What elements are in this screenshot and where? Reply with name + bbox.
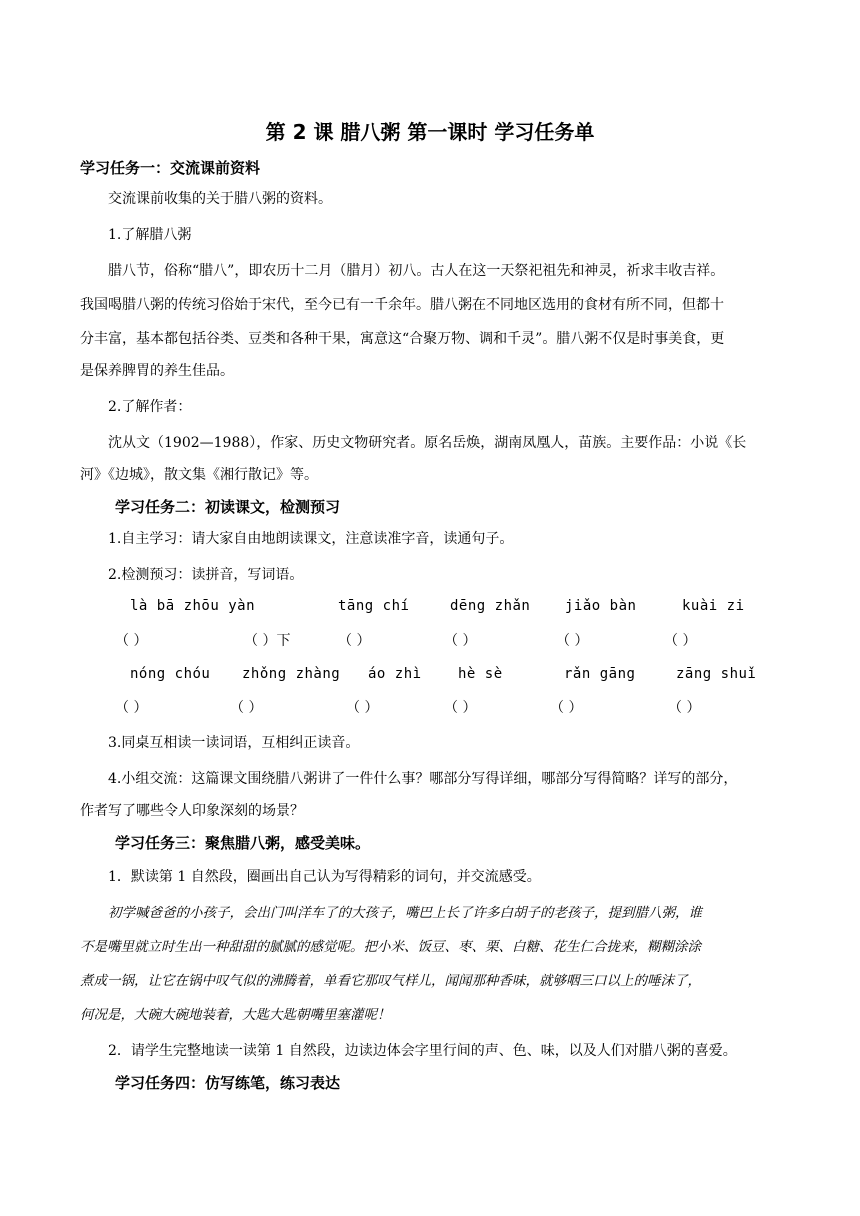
pinyin-item: zhǒng zhàng [242, 666, 341, 682]
pinyin-item: áo zhì [368, 666, 422, 682]
answer-blank[interactable]: （ ）下 [244, 633, 291, 649]
task1-para1-line: 是保养脾胃的养生佳品。 [80, 363, 234, 379]
task1-sub1: 1.了解腊八粥 [108, 227, 192, 243]
pinyin-item: rǎn gāng [564, 666, 636, 682]
task3-quote-line: 何况是，大碗大碗地装着，大匙大匙朝嘴里塞灌呢！ [80, 1007, 391, 1023]
task3-quote-line: 不是嘴里就立时生出一种甜甜的腻腻的感觉呢。把小米、饭豆、枣、栗、白糖、花生仁合拢来，糊糊涂涂 [80, 939, 701, 955]
pinyin-item: dēng zhǎn [450, 598, 531, 614]
pinyin-item: zāng shuǐ [676, 666, 757, 682]
task4-heading: 学习任务四：仿写练笔，练习表达 [115, 1074, 341, 1092]
pinyin-item: hè sè [458, 666, 503, 682]
task1-heading: 学习任务一：交流课前资料 [80, 159, 261, 177]
answer-blank[interactable]: （ ） [346, 700, 379, 716]
answer-blank[interactable]: （ ） [444, 633, 477, 649]
task3-item2: 2．请学生完整地读一读第 1 自然段，边读边体会字里行间的声、色、味，以及人们对腊八粥的喜爱。 [108, 1043, 737, 1059]
answer-blank[interactable]: （ ） [664, 633, 697, 649]
pinyin-item: tāng chí [338, 598, 410, 614]
task1-para2-line: 河》《边城》，散文集《湘行散记》等。 [80, 467, 318, 483]
task1-para1-line: 分丰富，基本都包括谷类、豆类和各种干果，寓意这“合聚万物、调和千灵”。腊八粥不仅是时事美食，更 [80, 331, 725, 347]
answer-blank[interactable]: （ ） [338, 633, 371, 649]
task1-para1-line: 我国喝腊八粥的传统习俗始于宋代，至今已有一千余年。腊八粥在不同地区选用的食材有所不同，但都十 [80, 297, 724, 313]
pinyin-item: nóng chóu [130, 666, 211, 682]
task3-item1: 1．默读第 1 自然段，圈画出自己认为写得精彩的词句，并交流感受。 [108, 869, 541, 885]
task1-para2-line: 沈从文（1902—1988），作家、历史文物研究者。原名岳焕，湖南凤凰人，苗族。主要作品：小说《长 [108, 435, 747, 451]
task2-item3: 3.同桌互相读一读词语，互相纠正读音。 [108, 735, 360, 751]
answer-blank[interactable]: （ ） [115, 700, 148, 716]
answer-blank[interactable]: （ ） [444, 700, 477, 716]
pinyin-item: kuài zi [682, 598, 745, 614]
task3-quote-line: 煮成一锅，让它在锅中叹气似的沸腾着，单看它那叹气样儿，闻闻那种香味，就够咽三口以上的唾沫了， [80, 973, 701, 989]
pinyin-item: jiǎo bàn [565, 598, 637, 614]
task2-item1: 1.自主学习：请大家自由地朗读课文，注意读准字音，读通句子。 [108, 531, 514, 547]
pinyin-item: là bā zhōu yàn [130, 598, 256, 614]
task2-heading: 学习任务二：初读课文，检测预习 [115, 498, 341, 516]
answer-blank[interactable]: （ ） [230, 700, 263, 716]
task1-intro: 交流课前收集的关于腊八粥的资料。 [108, 191, 332, 207]
page-title: 第 2 课 腊八粥 第一课时 学习任务单 [265, 120, 595, 144]
task3-quote-line: 初学喊爸爸的小孩子，会出门叫洋车了的大孩子，嘴巴上长了许多白胡子的老孩子，提到腊八粥，谁 [108, 905, 702, 921]
answer-blank[interactable]: （ ） [556, 633, 589, 649]
task1-sub2: 2.了解作者： [108, 399, 192, 415]
task2-item4-line: 4.小组交流：这篇课文围绕腊八粥讲了一件什么事？哪部分写得详细，哪部分写得简略？详写的部分， [108, 771, 738, 787]
task1-para1-line: 腊八节，俗称“腊八”，即农历十二月（腊月）初八。古人在这一天祭祀祖先和神灵，祈求丰收吉祥。 [108, 263, 725, 279]
task2-item4-line: 作者写了哪些令人印象深刻的场景？ [80, 803, 304, 819]
task2-item2: 2.检测预习：读拼音，写词语。 [108, 567, 304, 583]
answer-blank[interactable]: （ ） [115, 633, 148, 649]
task3-heading: 学习任务三：聚焦腊八粥，感受美味。 [115, 834, 371, 852]
answer-blank[interactable]: （ ） [550, 700, 583, 716]
answer-blank[interactable]: （ ） [668, 700, 701, 716]
